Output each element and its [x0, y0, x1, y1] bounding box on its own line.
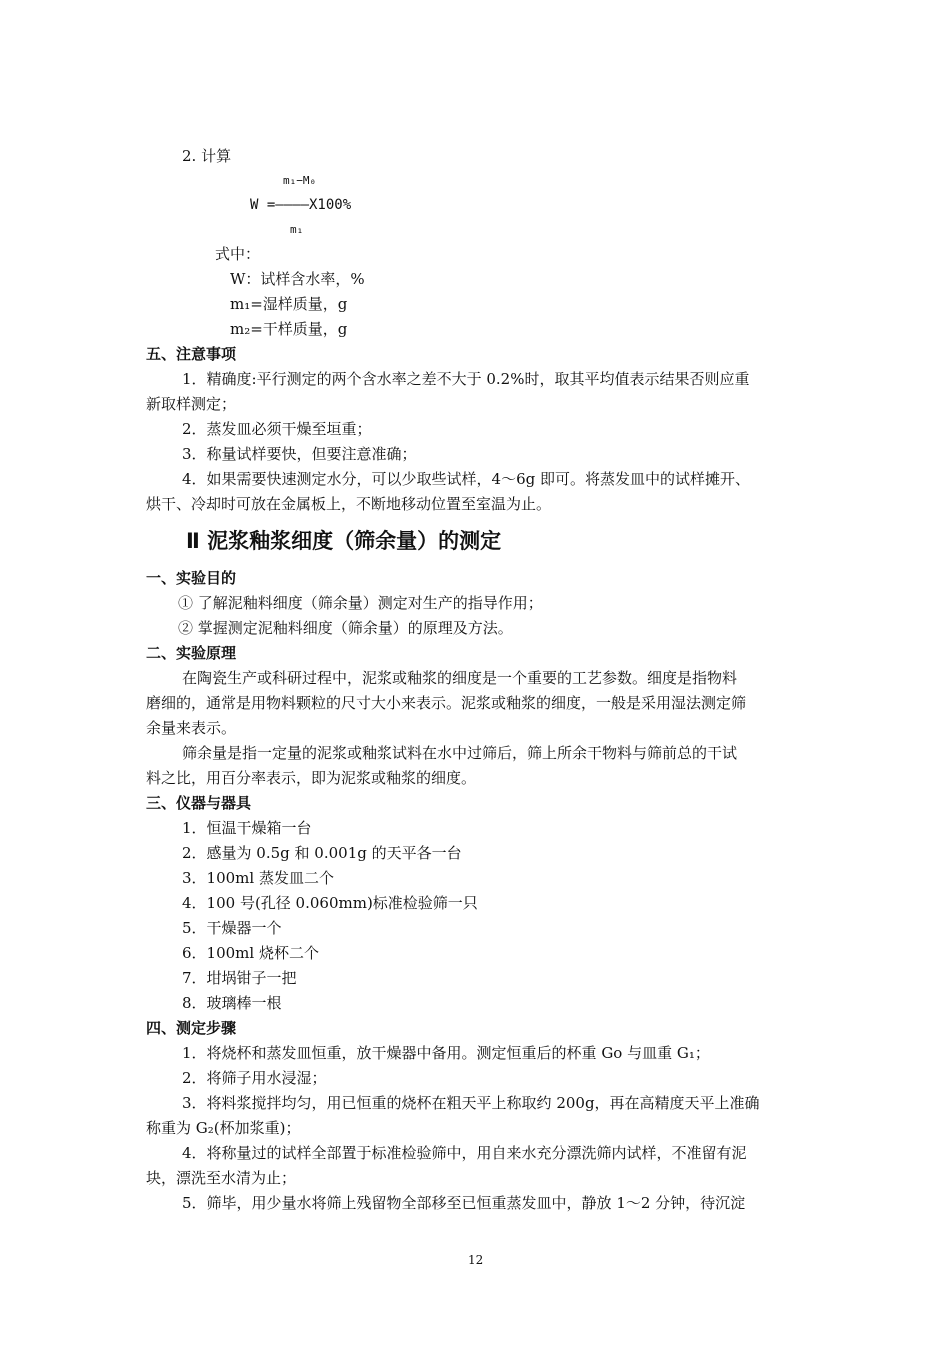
formula-denominator: m₁ [290, 223, 304, 236]
purpose-item-1: ① 了解泥釉料细度（筛余量）测定对生产的指导作用； [178, 594, 543, 612]
formula-var-m2: m₂=干样质量，g [230, 320, 348, 338]
equipment-item-1: 1．恒温干燥箱一台 [182, 819, 312, 837]
procedure-step-3-line2: 称重为 G₂(杯加浆重)； [146, 1119, 301, 1137]
principle-p1-line2: 磨细的，通常是用物料颗粒的尺寸大小来表示。泥浆或釉浆的细度，一般是采用湿法测定筛 [146, 694, 747, 712]
procedure-step-3-line1: 3．将料浆搅拌均匀，用已恒重的烧杯在粗天平上称取约 200g，再在高精度天平上准确 [182, 1094, 760, 1112]
principle-p2-line1: 筛余量是指一定量的泥浆或釉浆试料在水中过筛后，筛上所余干物料与筛前总的干试 [182, 744, 738, 762]
section-notes-heading: 五、注意事项 [146, 345, 237, 363]
principle-p2-line2: 料之比，用百分率表示，即为泥浆或釉浆的细度。 [146, 769, 477, 787]
section-purpose-heading: 一、实验目的 [146, 569, 237, 587]
notes-item-1-line2: 新取样测定； [146, 395, 237, 413]
principle-p1-line3: 余量来表示。 [146, 719, 237, 737]
notes-item-4-line2: 烘干、冷却时可放在金属板上，不断地移动位置至室温为止。 [146, 495, 552, 513]
equipment-item-2: 2．感量为 0.5g 和 0.001g 的天平各一台 [182, 844, 462, 862]
notes-item-4-line1: 4．如果需要快速测定水分，可以少取些试样，4～6g 即可。将蒸发皿中的试样摊开、 [182, 470, 751, 488]
calc-heading: 2. 计算 [182, 147, 232, 165]
procedure-step-1: 1．将烧杯和蒸发皿恒重，放干燥器中备用。测定恒重后的杯重 Go 与皿重 G₁； [182, 1044, 710, 1062]
page-number: 12 [468, 1253, 484, 1267]
section-principle-heading: 二、实验原理 [146, 644, 237, 662]
principle-p1-line1: 在陶瓷生产或科研过程中，泥浆或釉浆的细度是一个重要的工艺参数。细度是指物料 [182, 669, 738, 687]
formula-numerator: m₁−M₀ [283, 174, 317, 187]
formula-main: W =————X100% [250, 197, 352, 213]
purpose-item-2: ② 掌握测定泥釉料细度（筛余量）的原理及方法。 [178, 619, 513, 637]
procedure-step-5-line1: 5．筛毕，用少量水将筛上残留物全部移至已恒重蒸发皿中，静放 1～2 分钟，待沉淀 [182, 1194, 746, 1212]
equipment-item-8: 8．玻璃棒一根 [182, 994, 282, 1012]
equipment-item-4: 4．100 号(孔径 0.060mm)标准检验筛一只 [182, 894, 478, 912]
procedure-step-4-line2: 块，漂洗至水清为止； [146, 1169, 297, 1187]
procedure-step-4-line1: 4．将称量过的试样全部置于标准检验筛中，用自来水充分漂洗筛内试样，不准留有泥 [182, 1144, 747, 1162]
procedure-step-2: 2．将筛子用水浸湿； [182, 1069, 327, 1087]
equipment-item-6: 6．100ml 烧杯二个 [182, 944, 319, 962]
notes-item-3: 3．称量试样要快，但要注意准确； [182, 445, 417, 463]
formula-var-m1: m₁=湿样质量，g [230, 295, 348, 313]
formula-where-label: 式中： [215, 245, 261, 263]
notes-item-1-line1: 1．精确度:平行测定的两个含水率之差不大于 0.2%时，取其平均值表示结果否则应重 [182, 370, 750, 388]
equipment-item-5: 5．干燥器一个 [182, 919, 282, 937]
notes-item-2: 2．蒸发皿必须干燥至垣重； [182, 420, 372, 438]
equipment-item-3: 3．100ml 蒸发皿二个 [182, 869, 334, 887]
section-procedure-heading: 四、测定步骤 [146, 1019, 237, 1037]
section-equipment-heading: 三、仪器与器具 [146, 794, 252, 812]
chapter-title: Ⅱ 泥浆釉浆细度（筛余量）的测定 [186, 529, 502, 553]
equipment-item-7: 7．坩埚钳子一把 [182, 969, 297, 987]
formula-var-w: W：试样含水率，% [230, 270, 365, 288]
